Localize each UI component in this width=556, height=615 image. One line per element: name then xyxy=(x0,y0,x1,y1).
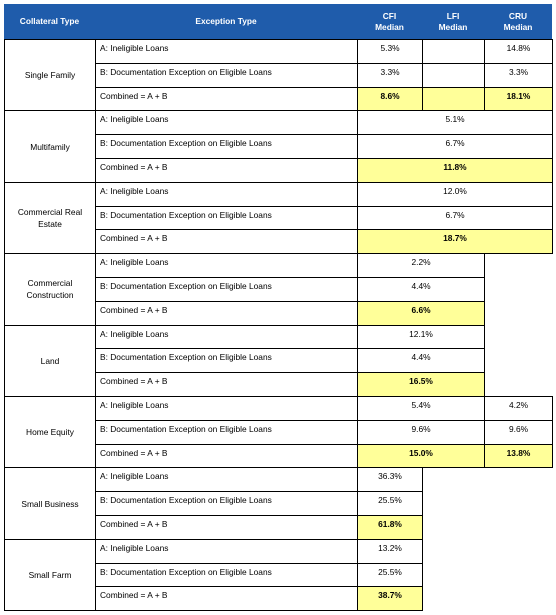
median-value-cell: 3.3% xyxy=(484,63,553,88)
median-value-cell: 6.7% xyxy=(357,206,553,231)
median-value-cell: 16.5% xyxy=(357,372,485,397)
median-value-cell: 13.8% xyxy=(484,444,553,469)
median-value-cell: 18.1% xyxy=(484,87,553,112)
median-value-cell: 15.0% xyxy=(357,444,485,469)
exception-type-cell: A: Ineligible Loans xyxy=(95,467,358,492)
median-value-cell: 6.6% xyxy=(357,301,485,326)
median-value-cell: 3.3% xyxy=(357,63,423,88)
header-lfi-median: LFI Median xyxy=(422,4,484,39)
exception-type-cell: Combined = A + B xyxy=(95,301,358,326)
exception-type-cell: Combined = A + B xyxy=(95,87,358,112)
median-value-cell: 9.6% xyxy=(484,420,553,445)
exception-type-cell: A: Ineligible Loans xyxy=(95,396,358,421)
collateral-type-cell: Commercial Real Estate xyxy=(4,182,96,254)
collateral-type-cell: Small Farm xyxy=(4,539,96,611)
header-cfi-median: CFI Median xyxy=(357,4,422,39)
collateral-type-cell: Land xyxy=(4,325,96,397)
median-value-cell: 5.1% xyxy=(357,110,553,135)
exception-type-cell: Combined = A + B xyxy=(95,444,358,469)
median-value-cell: 8.6% xyxy=(357,87,423,112)
median-value-cell: 5.3% xyxy=(357,39,423,64)
exception-type-cell: A: Ineligible Loans xyxy=(95,182,358,207)
median-value-cell: 11.8% xyxy=(357,158,553,183)
median-value-cell: 25.5% xyxy=(357,491,423,516)
median-value-cell: 14.8% xyxy=(484,39,553,64)
median-value-cell: 2.2% xyxy=(357,253,485,278)
exception-type-cell: Combined = A + B xyxy=(95,158,358,183)
median-value-cell: 18.7% xyxy=(357,229,553,254)
exception-type-cell: Combined = A + B xyxy=(95,586,358,611)
median-value-cell: 4.2% xyxy=(484,396,553,421)
header-collateral-type: Collateral Type xyxy=(4,4,95,39)
exception-type-cell: Combined = A + B xyxy=(95,515,358,540)
median-value-cell xyxy=(422,87,485,112)
header-cru-median: CRU Median xyxy=(484,4,552,39)
median-value-cell: 6.7% xyxy=(357,134,553,159)
exception-type-cell: A: Ineligible Loans xyxy=(95,39,358,64)
exception-type-cell: B: Documentation Exception on Eligible Loans xyxy=(95,206,358,231)
exception-type-cell: B: Documentation Exception on Eligible Loans xyxy=(95,134,358,159)
collateral-type-cell: Commercial Construction xyxy=(4,253,96,325)
median-value-cell: 12.1% xyxy=(357,325,485,350)
median-value-cell: 36.3% xyxy=(357,467,423,492)
median-value-cell xyxy=(422,63,485,88)
exception-type-cell: A: Ineligible Loans xyxy=(95,110,358,135)
median-value-cell: 4.4% xyxy=(357,277,485,302)
exception-type-cell: A: Ineligible Loans xyxy=(95,539,358,564)
exception-type-cell: B: Documentation Exception on Eligible Loans xyxy=(95,63,358,88)
median-value-cell: 25.5% xyxy=(357,563,423,588)
exception-type-cell: B: Documentation Exception on Eligible Loans xyxy=(95,348,358,373)
median-value-cell: 38.7% xyxy=(357,586,423,611)
exception-type-cell: B: Documentation Exception on Eligible Loans xyxy=(95,420,358,445)
collateral-type-cell: Multifamily xyxy=(4,110,96,182)
median-value-cell: 13.2% xyxy=(357,539,423,564)
median-value-cell: 12.0% xyxy=(357,182,553,207)
exception-type-cell: A: Ineligible Loans xyxy=(95,325,358,350)
median-value-cell xyxy=(422,39,485,64)
collateral-type-cell: Home Equity xyxy=(4,396,96,468)
exception-type-cell: B: Documentation Exception on Eligible Loans xyxy=(95,277,358,302)
collateral-type-cell: Single Family xyxy=(4,39,96,111)
median-value-cell: 4.4% xyxy=(357,348,485,373)
exception-type-cell: Combined = A + B xyxy=(95,229,358,254)
exception-type-cell: Combined = A + B xyxy=(95,372,358,397)
exception-type-cell: A: Ineligible Loans xyxy=(95,253,358,278)
collateral-type-cell: Small Business xyxy=(4,467,96,539)
header-exception-type: Exception Type xyxy=(95,4,357,39)
exception-type-cell: B: Documentation Exception on Eligible Loans xyxy=(95,563,358,588)
exception-rate-table xyxy=(4,4,552,610)
median-value-cell: 5.4% xyxy=(357,396,485,421)
median-value-cell: 9.6% xyxy=(357,420,485,445)
median-value-cell: 61.8% xyxy=(357,515,423,540)
exception-type-cell: B: Documentation Exception on Eligible Loans xyxy=(95,491,358,516)
